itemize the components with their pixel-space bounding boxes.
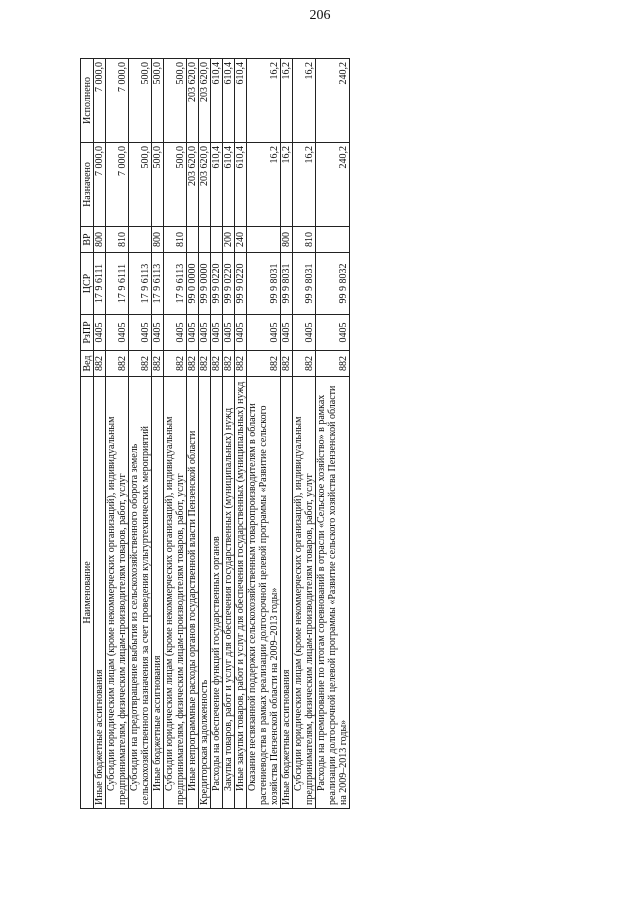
- row-csr: 99 9 0000: [199, 253, 211, 315]
- table-row: [164, 59, 187, 809]
- row-ved: 882: [106, 351, 129, 377]
- row-ved: 882: [199, 351, 211, 377]
- row-assigned: 203 620,0: [199, 143, 211, 227]
- row-name: Расходы на премирование по итогам соревнований в отрасли «Сельское хозяйство» в рамках реализации долгосрочной целевой программы «Развитие сельского хозяйства Пензенской области на 2009–2013 годы»: [316, 377, 350, 809]
- row-rzpr: 0405: [316, 315, 350, 351]
- row-vr: [187, 227, 199, 253]
- table-row: [247, 59, 281, 809]
- row-rzpr: 0405: [211, 315, 223, 351]
- row-csr: 99 9 0220: [211, 253, 223, 315]
- row-ved: 882: [164, 351, 187, 377]
- row-ved: 882: [94, 351, 106, 377]
- row-name: Субсидии юридическим лицам (кроме некоммерческих организаций), индивидуальным предпринимателям, физическим лицам-производителям товаров, работ, услуг: [293, 377, 316, 809]
- row-vr: [199, 227, 211, 253]
- row-ved: 882: [293, 351, 316, 377]
- row-executed: 500,0: [129, 59, 152, 143]
- table-row: [199, 59, 211, 809]
- row-ved: 882: [211, 351, 223, 377]
- row-csr: 17 9 6113: [129, 253, 152, 315]
- row-assigned: 7 000,0: [106, 143, 129, 227]
- table-row: [235, 59, 247, 809]
- header-ved: Вед: [81, 351, 94, 377]
- row-name: Иные бюджетные ассигнования: [281, 377, 293, 809]
- row-vr: 810: [293, 227, 316, 253]
- row-csr: 17 9 6113: [164, 253, 187, 315]
- row-assigned: 203 620,0: [187, 143, 199, 227]
- table-row: [211, 59, 223, 809]
- row-ved: 882: [187, 351, 199, 377]
- row-rzpr: 0405: [129, 315, 152, 351]
- row-name: Субсидии юридическим лицам (кроме некоммерческих организаций), индивидуальным предпринимателям, физическим лицам-производителям товаров, работ, услуг: [164, 377, 187, 809]
- row-ved: 882: [235, 351, 247, 377]
- row-assigned: 16,2: [281, 143, 293, 227]
- row-rzpr: 0405: [164, 315, 187, 351]
- row-assigned: 500,0: [164, 143, 187, 227]
- table-row: [129, 59, 152, 809]
- row-vr: 200: [223, 227, 235, 253]
- row-vr: 800: [152, 227, 164, 253]
- row-executed: 240,2: [316, 59, 350, 143]
- row-executed: 16,2: [293, 59, 316, 143]
- row-vr: 240: [235, 227, 247, 253]
- row-csr: 17 9 6111: [94, 253, 106, 315]
- row-csr: 99 9 8032: [316, 253, 350, 315]
- row-vr: 810: [164, 227, 187, 253]
- row-csr: 99 0 0000: [187, 253, 199, 315]
- row-vr: 810: [106, 227, 129, 253]
- row-vr: [211, 227, 223, 253]
- table-row: [316, 59, 350, 809]
- row-csr: 17 9 6113: [152, 253, 164, 315]
- row-csr: 99 9 8031: [247, 253, 281, 315]
- row-assigned: 16,2: [247, 143, 281, 227]
- header-vr: ВР: [81, 227, 94, 253]
- row-ved: 882: [281, 351, 293, 377]
- row-name: Расходы на обеспечение функций государственных органов: [211, 377, 223, 809]
- row-csr: 99 9 0220: [223, 253, 235, 315]
- row-csr: 99 9 8031: [281, 253, 293, 315]
- header-name: Наименование: [81, 377, 94, 809]
- row-vr: 800: [281, 227, 293, 253]
- row-name: Субсидии на предотвращение выбытия из сельскохозяйственного оборота земель сельскохозяйственного назначения за счет проведения культуртехнических мероприятий: [129, 377, 152, 809]
- table-row: [293, 59, 316, 809]
- row-rzpr: 0405: [187, 315, 199, 351]
- row-rzpr: 0405: [247, 315, 281, 351]
- row-vr: [316, 227, 350, 253]
- table-row: [187, 59, 199, 809]
- row-rzpr: 0405: [293, 315, 316, 351]
- table-body: [94, 59, 350, 809]
- row-executed: 203 620,0: [187, 59, 199, 143]
- row-executed: 16,2: [247, 59, 281, 143]
- page-number: 206: [309, 8, 331, 23]
- header-executed: Исполнено: [81, 59, 94, 143]
- table-row: [152, 59, 164, 809]
- row-csr: 99 9 8031: [293, 253, 316, 315]
- row-name: Иные непрограммные расходы органов государственной власти Пензенской области: [187, 377, 199, 809]
- row-name: Иные бюджетные ассигнования: [152, 377, 164, 809]
- row-ved: 882: [316, 351, 350, 377]
- table-row: [106, 59, 129, 809]
- row-executed: 610,4: [211, 59, 223, 143]
- row-rzpr: 0405: [152, 315, 164, 351]
- rotated-table-container: [80, 59, 540, 809]
- row-rzpr: 0405: [235, 315, 247, 351]
- row-csr: 99 9 0220: [235, 253, 247, 315]
- header-rzpr: РзПР: [81, 315, 94, 351]
- row-executed: 610,4: [235, 59, 247, 143]
- budget-table: [80, 58, 350, 809]
- row-name: Иные закупки товаров, работ и услуг для обеспечения государственных (муниципальных) нужд: [235, 377, 247, 809]
- row-ved: 882: [223, 351, 235, 377]
- table-row: [94, 59, 106, 809]
- header-csr: ЦСР: [81, 253, 94, 315]
- row-name: Иные бюджетные ассигнования: [94, 377, 106, 809]
- row-assigned: 610,4: [223, 143, 235, 227]
- row-name: Кредиторская задолженность: [199, 377, 211, 809]
- row-vr: 800: [94, 227, 106, 253]
- table-header-row: [81, 59, 94, 809]
- row-executed: 7 000,0: [106, 59, 129, 143]
- row-executed: 500,0: [164, 59, 187, 143]
- row-assigned: 7 000,0: [94, 143, 106, 227]
- row-ved: 882: [152, 351, 164, 377]
- row-executed: 610,4: [223, 59, 235, 143]
- row-ved: 882: [247, 351, 281, 377]
- row-name: Оказание несвязанной поддержки сельскохозяйственным товаропроизводителям в области растениеводства в рамках реализации долгосрочной целевой программы «Развитие сельского хозяйства Пензенской области на 2009–2013 годы»: [247, 377, 281, 809]
- row-assigned: 610,4: [211, 143, 223, 227]
- row-ved: 882: [129, 351, 152, 377]
- row-rzpr: 0405: [94, 315, 106, 351]
- header-assigned: Назначено: [81, 143, 94, 227]
- row-vr: [247, 227, 281, 253]
- row-assigned: 500,0: [129, 143, 152, 227]
- row-rzpr: 0405: [106, 315, 129, 351]
- row-rzpr: 0405: [199, 315, 211, 351]
- row-name: Закупка товаров, работ и услуг для обеспечения государственных (муниципальных) нужд: [223, 377, 235, 809]
- row-rzpr: 0405: [281, 315, 293, 351]
- row-assigned: 16,2: [293, 143, 316, 227]
- row-executed: 500,0: [152, 59, 164, 143]
- row-assigned: 240,2: [316, 143, 350, 227]
- row-assigned: 500,0: [152, 143, 164, 227]
- table-row: [223, 59, 235, 809]
- row-executed: 16,2: [281, 59, 293, 143]
- table-row: [281, 59, 293, 809]
- row-executed: 203 620,0: [199, 59, 211, 143]
- row-vr: [129, 227, 152, 253]
- row-executed: 7 000,0: [94, 59, 106, 143]
- row-csr: 17 9 6111: [106, 253, 129, 315]
- row-rzpr: 0405: [223, 315, 235, 351]
- row-name: Субсидии юридическим лицам (кроме некоммерческих организаций), индивидуальным предпринимателям, физическим лицам-производителям товаров, работ, услуг: [106, 377, 129, 809]
- row-assigned: 610,4: [235, 143, 247, 227]
